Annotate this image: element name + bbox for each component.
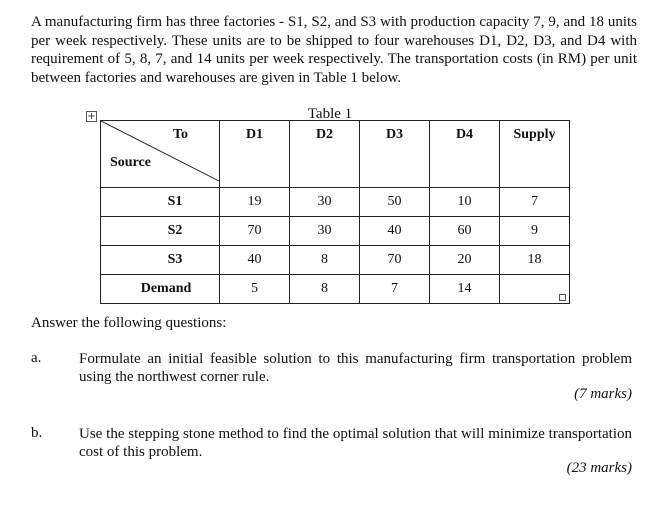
row-label-demand: Demand (101, 275, 220, 304)
table-cell: 18 (500, 246, 570, 275)
header-d2: D2 (290, 121, 360, 188)
table-cell: 8 (290, 275, 360, 304)
table-cell: 30 (290, 217, 360, 246)
question-a-text: Formulate an initial feasible solution to this manufacturing firm transportation problem using the northwest corner rule. (79, 351, 632, 385)
row-label-s3: S3 (101, 246, 220, 275)
header-d3: D3 (360, 121, 430, 188)
table-cell: 14 (430, 275, 500, 304)
row-label-s2: S2 (101, 217, 220, 246)
table-cell: 40 (220, 246, 290, 275)
table-title: Table 1 (307, 106, 353, 122)
table-cell: 5 (220, 275, 290, 304)
table-corner-cell (101, 121, 220, 188)
table-cell: 8 (290, 246, 360, 275)
problem-statement: A manufacturing firm has three factories - S1, S2, and S3 with production capacity 7, 9, and 18 units per week respectively. These units are to be shipped to four warehouses D1, D2, D3, and D4 with requirement of 5, 8, 7, and 14 units per week respectively. The transportation costs (in RM) per unit between factories and warehouses are given in Table 1 below. (31, 14, 637, 86)
table-cell: 7 (500, 188, 570, 217)
table-row (101, 275, 570, 304)
question-a-marks: (7 marks) (574, 386, 632, 402)
question-b-text: Use the stepping stone method to find the optimal solution that will minimize transportation cost of this problem. (79, 426, 632, 460)
transportation-cost-table (100, 120, 570, 304)
corner-source-label: Source (110, 155, 151, 170)
table-move-handle-icon[interactable]: + (87, 111, 96, 122)
table-cell: 30 (290, 188, 360, 217)
corner-to-label: To (173, 127, 189, 142)
table-cell: 19 (220, 188, 290, 217)
question-b-label: b. (31, 425, 43, 441)
question-a-label: a. (31, 350, 42, 366)
header-d1: D1 (220, 121, 290, 188)
table-cell: 70 (360, 246, 430, 275)
header-d4: D4 (430, 121, 500, 188)
question-b-marks: (23 marks) (566, 460, 632, 476)
table-cell: 20 (430, 246, 500, 275)
answer-prompt: Answer the following questions: (31, 315, 227, 331)
table-cell: 10 (430, 188, 500, 217)
table-cell: 70 (220, 217, 290, 246)
table-row (101, 246, 570, 275)
table-cell: 60 (430, 217, 500, 246)
table-header-row (101, 121, 570, 188)
table-cell: 50 (360, 188, 430, 217)
row-label-s1: S1 (101, 188, 220, 217)
corner-diagonal (101, 121, 219, 181)
table-cell: 40 (360, 217, 430, 246)
header-supply: Supply (500, 121, 570, 188)
table-cell: 9 (500, 217, 570, 246)
table-cell: 7 (360, 275, 430, 304)
table-row (101, 188, 570, 217)
table-resize-handle[interactable] (559, 294, 566, 301)
table-row (101, 217, 570, 246)
